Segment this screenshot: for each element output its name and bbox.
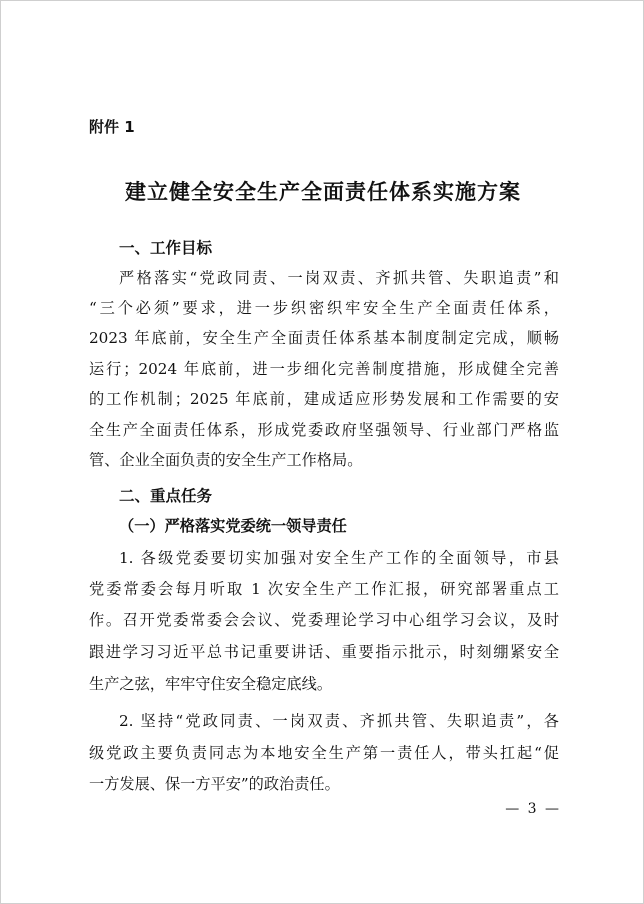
document-title: 建立健全安全生产全面责任体系实施方案 — [125, 179, 521, 204]
paragraph-line: 严格落实“党政同责、一岗双责、齐抓共管、失职追责”和 — [119, 269, 559, 287]
paragraph-line: 1. 各级党委要切实加强对安全生产工作的全面领导，市县 — [119, 549, 559, 567]
paragraph-line: 作。召开党委常委会会议、党委理论学习中心组学习会议，及时 — [89, 611, 559, 629]
paragraph-line: 一方发展、保一方平安”的政治责任。 — [89, 775, 340, 793]
paragraph-line: 跟进学习习近平总书记重要讲话、重要指示批示，时刻绷紧安全 — [89, 643, 559, 661]
paragraph-line: 全生产全面责任体系，形成党委政府坚强领导、行业部门严格监 — [89, 421, 559, 439]
section-heading-tasks: 二、重点任务 — [119, 487, 213, 505]
paragraph-line: “三个必须”要求，进一步织密织牢安全生产全面责任体系， — [89, 299, 559, 317]
attachment-label: 附件 1 — [89, 118, 135, 136]
paragraph-line: 2. 坚持“党政同责、一岗双责、齐抓共管、失职追责”，各 — [119, 712, 559, 730]
paragraph-line: 管、企业全面负责的安全生产工作格局。 — [89, 451, 363, 469]
paragraph-line: 党委常委会每月听取 1 次安全生产工作汇报，研究部署重点工 — [89, 580, 559, 598]
paragraph-line: 2023 年底前，安全生产全面责任体系基本制度制定完成，顺畅 — [89, 329, 559, 347]
paragraph-line: 生产之弦，牢牢守住安全稳定底线。 — [89, 675, 332, 693]
paragraph-line: 的工作机制；2025 年底前，建成适应形势发展和工作需要的安 — [89, 390, 559, 408]
section-heading-goals: 一、工作目标 — [119, 239, 213, 257]
paragraph-line: 运行；2024 年底前，进一步细化完善制度措施，形成健全完善 — [89, 360, 559, 378]
page-number: — 3 — — [505, 801, 561, 817]
paragraph-line: 级党政主要负责同志为本地安全生产第一责任人，带头扛起“促 — [89, 744, 559, 762]
subsection-heading: （一）严格落实党委统一领导责任 — [119, 517, 347, 535]
